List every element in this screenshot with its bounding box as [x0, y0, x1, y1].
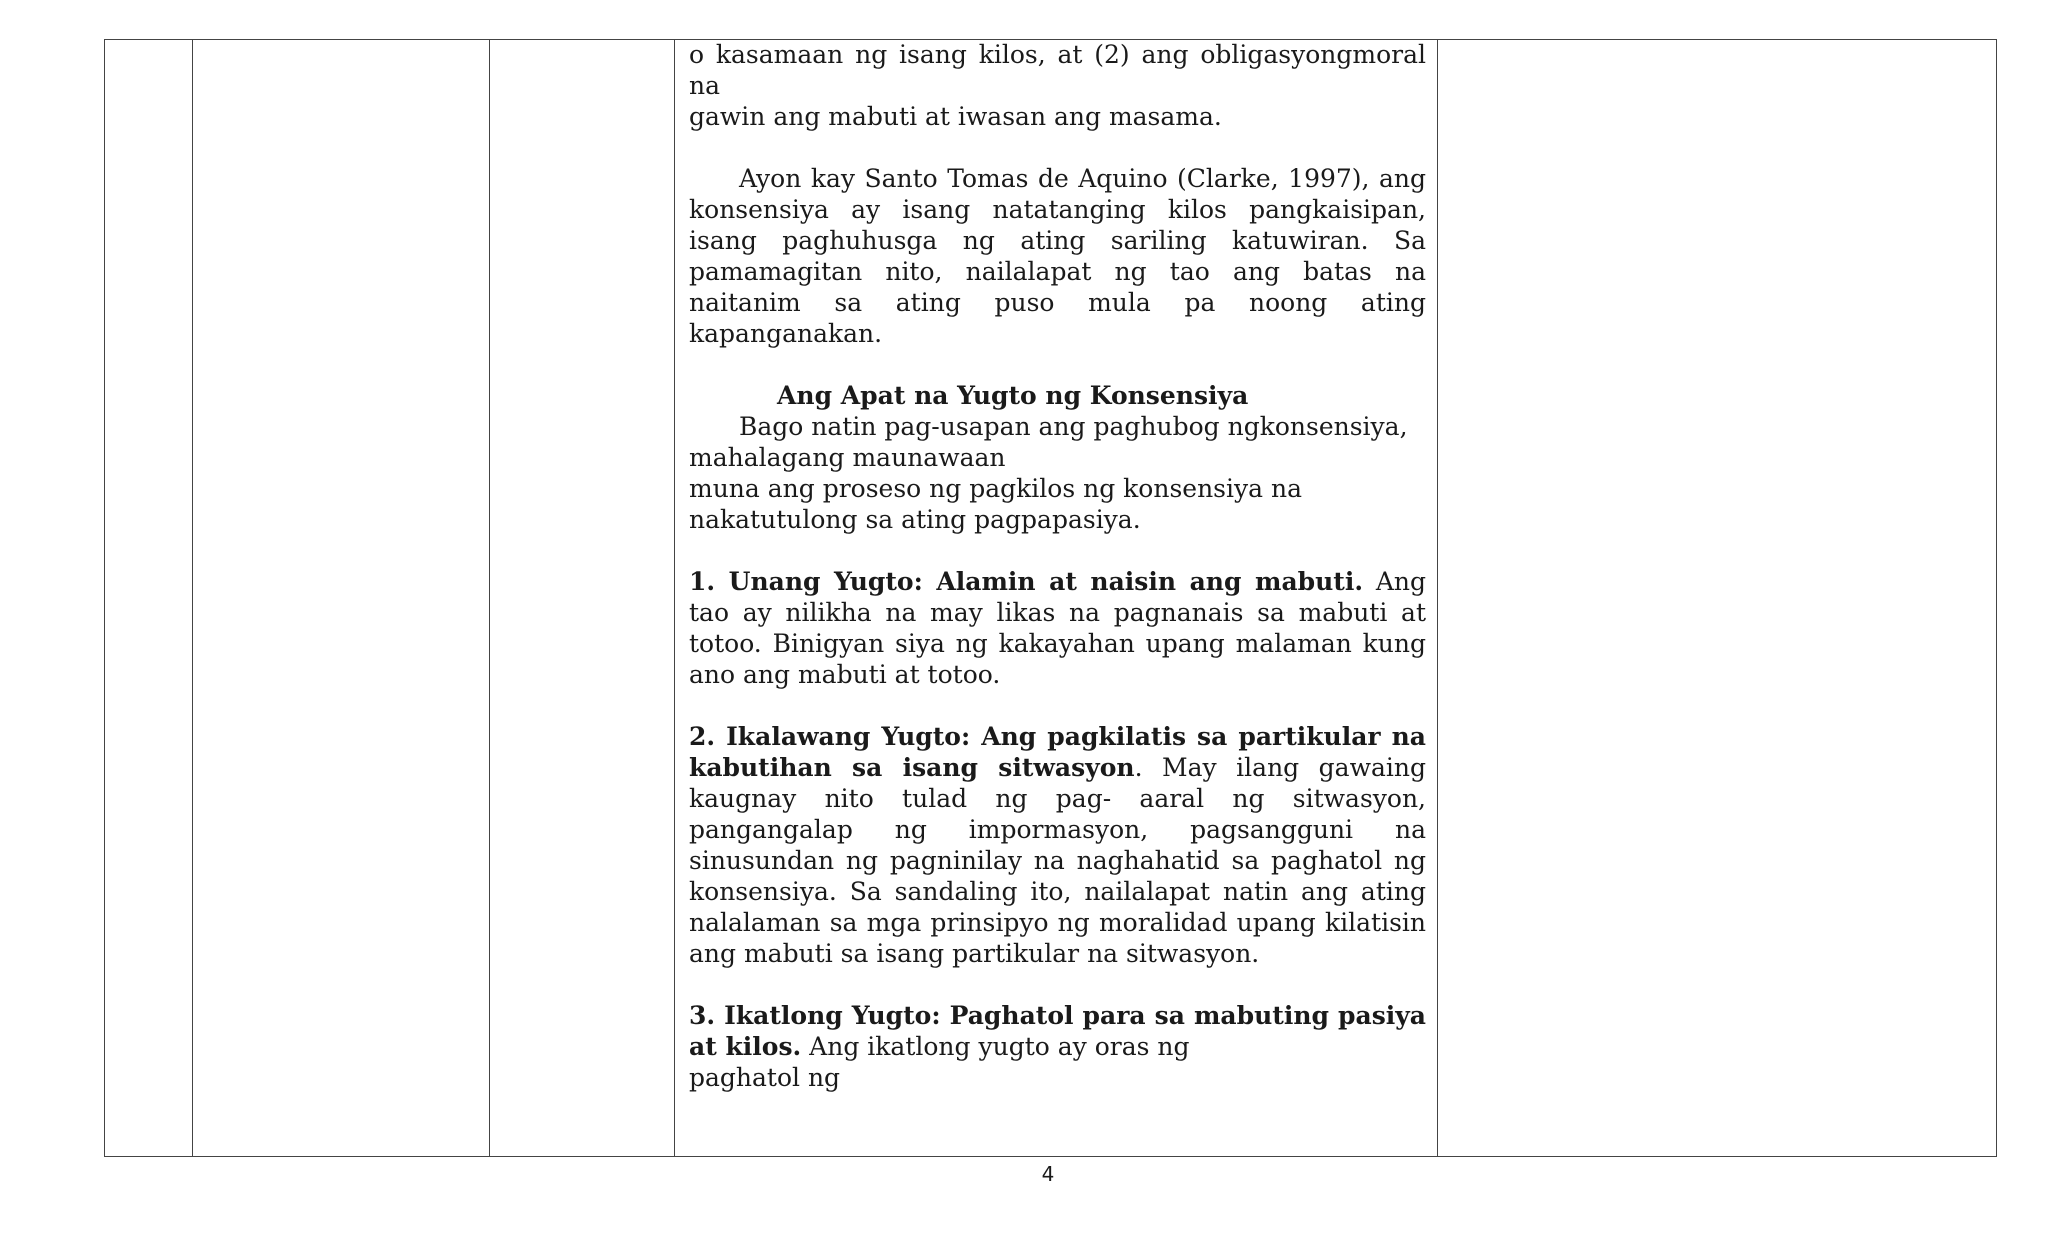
aquinas-paragraph: Ayon kay Santo Tomas de Aquino (Clarke, 1997), ang konsensiya ay isang natatanging kilos pangkaisipan, isang paghuhusga ng ating sariling katuwiran. Sa pamamagitan nito, nailalapat ng tao ang batas na naitanim sa ating puso mula pa noong ating kapanganakan. — [689, 164, 1426, 348]
stage-1-title: 1. Unang Yugto: Alamin at naisin ang mabuti. — [689, 567, 1364, 596]
stage-2-body: . May ilang gawaing kaugnay nito tulad ng pag- aaral ng sitwasyon, pangangalap ng impormasyon, pagsangguni na sinusundan ng pagninilay na naghahatid sa paghatol ng konsensiya. Sa sandaling ito, nailalapat natin ang ating nalalaman sa mga prinsipyo ng moralidad upang kilatisin ang mabuti sa isang partikular na sitwasyon. — [689, 753, 1426, 968]
stage-3 — [689, 1000, 1426, 1062]
intro-line-3: muna ang proseso ng pagkilos ng konsensiya na — [689, 474, 1302, 503]
stage-3-title: 3. Ikatlong Yugto: Paghatol para sa mabuting pasiya at kilos. — [689, 1001, 1426, 1061]
column-divider-1 — [192, 39, 193, 1157]
page-number: 4 — [1041, 1162, 1055, 1186]
column-divider-3 — [674, 39, 675, 1157]
column-divider-2 — [489, 39, 490, 1157]
stage-2-title: 2. Ikalawang Yugto: Ang pagkilatis sa partikular na kabutihan sa isang sitwasyon — [689, 722, 1426, 782]
intro-line-1: Bago natin pag-usapan ang paghubog ngkonsensiya, — [739, 412, 1408, 441]
intro-line-4: nakatutulong sa ating pagpapasiya. — [689, 505, 1141, 534]
column-divider-4 — [1437, 39, 1438, 1157]
section-heading: Ang Apat na Yugto ng Konsensiya — [777, 381, 1249, 410]
content-column — [689, 39, 1426, 1093]
stage-3-line-end: paghatol ng — [689, 1063, 841, 1092]
stage-1-body: Ang tao ay nilikha na may likas na pagnanais sa mabuti at totoo. Binigyan siya ng kakayahan upang malaman kung ano ang mabuti at totoo. — [689, 567, 1426, 689]
stage-2 — [689, 721, 1426, 969]
continuation-line-2: gawin ang mabuti at iwasan ang masama. — [689, 102, 1222, 131]
stage-1 — [689, 566, 1426, 690]
stage-3-body: Ang ikatlong yugto ay oras ng — [801, 1032, 1190, 1061]
intro-line-2: mahalagang maunawaan — [689, 443, 1006, 472]
continuation-line-1: o kasamaan ng isang kilos, at (2) ang obligasyongmoral na — [689, 40, 1426, 100]
